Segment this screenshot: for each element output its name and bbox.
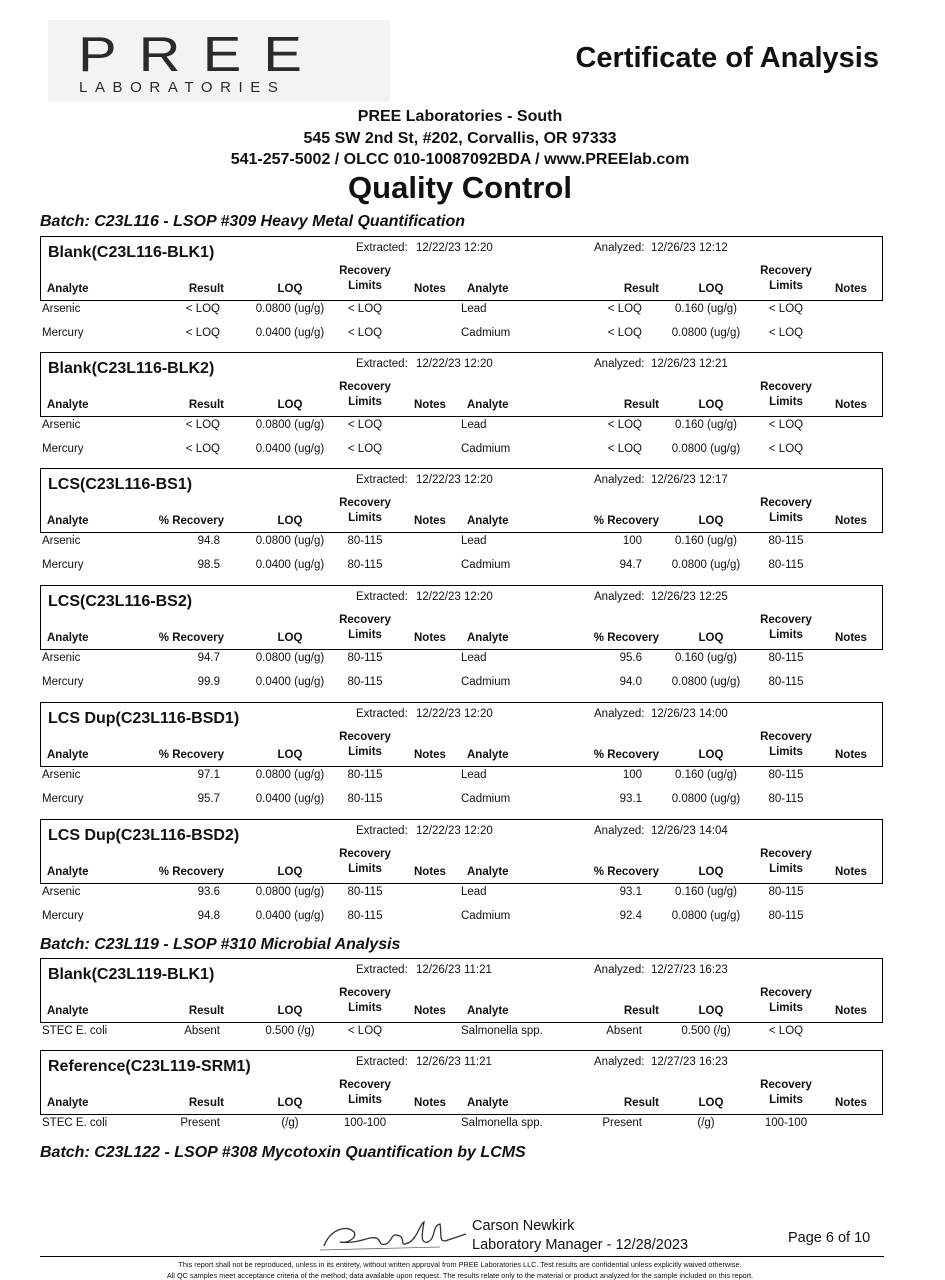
- cell-analyte-2: Cadmium: [461, 793, 511, 805]
- signatory-title: Laboratory Manager - 12/28/2023: [472, 1237, 689, 1253]
- cell-result-2: < LOQ: [607, 327, 642, 339]
- col-limits: Limits: [348, 863, 382, 875]
- qc-sample-title: LCS(C23L116-BS1): [48, 476, 193, 493]
- cell-analyte: Mercury: [42, 676, 84, 688]
- cell-analyte: Arsenic: [42, 303, 81, 315]
- col-analyte-2: Analyte: [467, 866, 509, 878]
- col-notes: Notes: [414, 866, 446, 878]
- col-analyte: Analyte: [47, 632, 89, 644]
- cell-analyte: Arsenic: [42, 419, 81, 431]
- cell-analyte: Arsenic: [42, 886, 81, 898]
- cell-analyte: STEC E. coli: [42, 1025, 108, 1037]
- extracted-datetime: 12/22/23 12:20: [416, 708, 493, 720]
- cell-result: 94.8: [197, 535, 220, 547]
- extracted-label: Extracted:: [356, 242, 408, 254]
- cell-result: 94.8: [197, 910, 220, 922]
- col-loq-2: LOQ: [698, 866, 724, 878]
- cell-result-2: 93.1: [619, 886, 642, 898]
- cell-result: 97.1: [197, 769, 220, 781]
- cell-loq: 0.0400 (ug/g): [255, 910, 325, 922]
- col-notes-2: Notes: [835, 749, 867, 761]
- col-recovery: Recovery: [339, 1079, 391, 1091]
- cell-analyte-2: Cadmium: [461, 443, 511, 455]
- cell-result-2: < LOQ: [607, 303, 642, 315]
- cell-limits-2: 80-115: [768, 652, 804, 664]
- col-notes-2: Notes: [835, 1097, 867, 1109]
- cell-loq: 0.0400 (ug/g): [255, 793, 325, 805]
- col-limits-2: Limits: [769, 1002, 803, 1014]
- cell-loq-2: 0.0800 (ug/g): [671, 910, 741, 922]
- extracted-datetime: 12/26/23 11:21: [416, 964, 492, 976]
- cell-loq: (/g): [281, 1117, 299, 1129]
- cell-limits-2: < LOQ: [768, 443, 804, 455]
- col-recovery-2: Recovery: [760, 614, 812, 626]
- cell-result: 94.7: [197, 652, 220, 664]
- col-result-2: % Recovery: [593, 515, 659, 527]
- qc-sample-title: Blank(C23L119-BLK1): [48, 966, 215, 983]
- cell-loq: 0.0400 (ug/g): [255, 676, 325, 688]
- col-limits: Limits: [348, 1002, 382, 1014]
- cell-loq-2: 0.160 (ug/g): [674, 535, 737, 547]
- analyzed-label: Analyzed:: [594, 1056, 645, 1068]
- extracted-label: Extracted:: [356, 591, 408, 603]
- cell-limits-2: 100-100: [764, 1117, 808, 1129]
- analyzed-label: Analyzed:: [594, 964, 645, 976]
- col-loq-2: LOQ: [698, 515, 724, 527]
- cell-result-2: < LOQ: [607, 443, 642, 455]
- cell-loq-2: 0.160 (ug/g): [674, 303, 737, 315]
- extracted-datetime: 12/22/23 12:20: [416, 825, 493, 837]
- footer-qc-note: All QC samples meet acceptance criteria of the method; data available upon request. The results relate only to the material or product analyzed for the sample included on this report.: [166, 1271, 754, 1280]
- col-recovery-2: Recovery: [760, 1079, 812, 1091]
- cell-loq-2: 0.160 (ug/g): [674, 419, 737, 431]
- col-limits: Limits: [348, 512, 382, 524]
- extracted-label: Extracted:: [356, 358, 408, 370]
- extracted-label: Extracted:: [356, 474, 408, 486]
- cell-limits-2: 80-115: [768, 910, 804, 922]
- analyzed-datetime: 12/27/23 16:23: [651, 1056, 728, 1068]
- cell-result-2: Absent: [606, 1025, 642, 1037]
- col-recovery: Recovery: [339, 987, 391, 999]
- cell-limits-2: < LOQ: [768, 327, 804, 339]
- col-limits: Limits: [348, 746, 382, 758]
- cell-analyte-2: Cadmium: [461, 559, 511, 571]
- cell-limits: 100-100: [343, 1117, 387, 1129]
- col-notes-2: Notes: [835, 283, 867, 295]
- cell-loq: 0.0400 (ug/g): [255, 443, 325, 455]
- cell-result: 93.6: [197, 886, 220, 898]
- qc-sample-title: LCS(C23L116-BS2): [48, 593, 193, 610]
- col-loq: LOQ: [277, 749, 303, 761]
- cell-limits-2: 80-115: [768, 793, 804, 805]
- col-recovery-2: Recovery: [760, 987, 812, 999]
- col-notes-2: Notes: [835, 866, 867, 878]
- cell-loq-2: 0.0800 (ug/g): [671, 793, 741, 805]
- lab-logo: PREE: [78, 26, 324, 83]
- cell-loq: 0.500 (/g): [265, 1025, 315, 1037]
- col-limits: Limits: [348, 280, 382, 292]
- cell-analyte-2: Lead: [461, 652, 487, 664]
- col-analyte: Analyte: [47, 866, 89, 878]
- cell-limits-2: 80-115: [768, 769, 804, 781]
- cell-limits-2: < LOQ: [768, 1025, 804, 1037]
- cell-loq-2: 0.0800 (ug/g): [671, 327, 741, 339]
- col-notes: Notes: [414, 1005, 446, 1017]
- document-title: Certificate of Analysis: [575, 42, 879, 74]
- col-recovery: Recovery: [339, 614, 391, 626]
- cell-limits: < LOQ: [347, 1025, 383, 1037]
- col-recovery-2: Recovery: [760, 265, 812, 277]
- col-notes: Notes: [414, 1097, 446, 1109]
- col-loq: LOQ: [277, 283, 303, 295]
- col-limits: Limits: [348, 629, 382, 641]
- cell-limits: < LOQ: [347, 327, 383, 339]
- col-result: % Recovery: [158, 749, 224, 761]
- cell-loq: 0.0800 (ug/g): [255, 652, 325, 664]
- col-loq-2: LOQ: [698, 749, 724, 761]
- cell-limits-2: 80-115: [768, 559, 804, 571]
- cell-analyte-2: Salmonella spp.: [461, 1025, 543, 1037]
- col-analyte: Analyte: [47, 515, 89, 527]
- analyzed-datetime: 12/26/23 14:04: [651, 825, 728, 837]
- cell-limits: 80-115: [347, 793, 383, 805]
- col-limits-2: Limits: [769, 512, 803, 524]
- extracted-label: Extracted:: [356, 825, 408, 837]
- batch-heading: Batch: C23L119 - LSOP #310 Microbial Analysis: [40, 936, 401, 953]
- batch-heading: Batch: C23L122 - LSOP #308 Mycotoxin Quantification by LCMS: [40, 1144, 526, 1161]
- col-limits: Limits: [348, 396, 382, 408]
- col-recovery-2: Recovery: [760, 381, 812, 393]
- col-notes-2: Notes: [835, 1005, 867, 1017]
- footer-disclaimer: This report shall not be reproduced, unless in its entirety, without written approval from PREE Laboratories LLC. Test results are confidential unless explicitly waived otherwise.: [178, 1260, 742, 1269]
- qc-sample-title: LCS Dup(C23L116-BSD2): [48, 827, 240, 844]
- col-notes: Notes: [414, 515, 446, 527]
- cell-analyte-2: Lead: [461, 419, 487, 431]
- cell-limits: 80-115: [347, 559, 383, 571]
- col-notes: Notes: [414, 632, 446, 644]
- cell-analyte: Mercury: [42, 793, 84, 805]
- cell-loq-2: 0.0800 (ug/g): [671, 443, 741, 455]
- cell-result-2: Present: [602, 1117, 642, 1129]
- cell-loq: 0.0800 (ug/g): [255, 886, 325, 898]
- extracted-datetime: 12/26/23 11:21: [416, 1056, 492, 1068]
- col-result: % Recovery: [158, 515, 224, 527]
- batch-heading: Batch: C23L116 - LSOP #309 Heavy Metal Quantification: [40, 213, 466, 230]
- col-limits: Limits: [348, 1094, 382, 1106]
- col-notes-2: Notes: [835, 515, 867, 527]
- col-recovery: Recovery: [339, 497, 391, 509]
- cell-limits: 80-115: [347, 652, 383, 664]
- cell-analyte: STEC E. coli: [42, 1117, 108, 1129]
- col-result: Result: [188, 283, 224, 295]
- analyzed-label: Analyzed:: [594, 708, 645, 720]
- col-analyte-2: Analyte: [467, 1097, 509, 1109]
- col-loq-2: LOQ: [698, 1005, 724, 1017]
- extracted-label: Extracted:: [356, 964, 408, 976]
- col-analyte: Analyte: [47, 1005, 89, 1017]
- extracted-datetime: 12/22/23 12:20: [416, 591, 493, 603]
- col-analyte-2: Analyte: [467, 632, 509, 644]
- cell-result-2: 100: [622, 535, 642, 547]
- col-notes: Notes: [414, 749, 446, 761]
- cell-analyte: Arsenic: [42, 652, 81, 664]
- analyzed-datetime: 12/27/23 16:23: [651, 964, 728, 976]
- col-loq-2: LOQ: [698, 1097, 724, 1109]
- analyzed-label: Analyzed:: [594, 242, 645, 254]
- analyzed-datetime: 12/26/23 12:12: [651, 242, 728, 254]
- col-result-2: % Recovery: [593, 749, 659, 761]
- col-analyte-2: Analyte: [467, 749, 509, 761]
- cell-analyte-2: Cadmium: [461, 327, 511, 339]
- col-result-2: Result: [623, 1097, 659, 1109]
- col-analyte: Analyte: [47, 1097, 89, 1109]
- col-result: Result: [188, 399, 224, 411]
- cell-loq-2: 0.160 (ug/g): [674, 769, 737, 781]
- col-recovery: Recovery: [339, 265, 391, 277]
- cell-result: 99.9: [197, 676, 220, 688]
- extracted-datetime: 12/22/23 12:20: [416, 474, 493, 486]
- col-result: Result: [188, 1097, 224, 1109]
- col-result: % Recovery: [158, 632, 224, 644]
- cell-loq: 0.0800 (ug/g): [255, 769, 325, 781]
- cell-result-2: 94.7: [619, 559, 642, 571]
- col-result-2: Result: [623, 399, 659, 411]
- extracted-datetime: 12/22/23 12:20: [416, 358, 493, 370]
- cell-loq: 0.0800 (ug/g): [255, 419, 325, 431]
- col-limits-2: Limits: [769, 1094, 803, 1106]
- col-loq: LOQ: [277, 866, 303, 878]
- cell-loq-2: 0.160 (ug/g): [674, 886, 737, 898]
- cell-analyte: Arsenic: [42, 535, 81, 547]
- analyzed-label: Analyzed:: [594, 474, 645, 486]
- col-result-2: % Recovery: [593, 632, 659, 644]
- col-recovery-2: Recovery: [760, 848, 812, 860]
- col-notes-2: Notes: [835, 399, 867, 411]
- cell-result: < LOQ: [185, 443, 220, 455]
- col-result-2: % Recovery: [593, 866, 659, 878]
- col-loq: LOQ: [277, 399, 303, 411]
- cell-limits: < LOQ: [347, 303, 383, 315]
- col-limits-2: Limits: [769, 746, 803, 758]
- analyzed-datetime: 12/26/23 12:21: [651, 358, 728, 370]
- cell-result-2: 92.4: [619, 910, 642, 922]
- footer-divider: [40, 1256, 884, 1257]
- col-result: Result: [188, 1005, 224, 1017]
- cell-analyte-2: Lead: [461, 535, 487, 547]
- col-result-2: Result: [623, 283, 659, 295]
- analyzed-datetime: 12/26/23 12:25: [651, 591, 728, 603]
- cell-limits: 80-115: [347, 769, 383, 781]
- cell-loq-2: (/g): [697, 1117, 715, 1129]
- col-notes: Notes: [414, 399, 446, 411]
- analyzed-datetime: 12/26/23 12:17: [651, 474, 728, 486]
- cell-limits-2: 80-115: [768, 676, 804, 688]
- cell-loq-2: 0.0800 (ug/g): [671, 559, 741, 571]
- col-limits-2: Limits: [769, 396, 803, 408]
- cell-result: < LOQ: [185, 327, 220, 339]
- analyzed-datetime: 12/26/23 14:00: [651, 708, 728, 720]
- cell-result: < LOQ: [185, 303, 220, 315]
- cell-result-2: < LOQ: [607, 419, 642, 431]
- col-analyte: Analyte: [47, 399, 89, 411]
- page-number: Page 6 of 10: [788, 1230, 871, 1246]
- lab-address: 545 SW 2nd St, #202, Corvallis, OR 97333: [303, 130, 617, 147]
- cell-limits: < LOQ: [347, 443, 383, 455]
- col-notes-2: Notes: [835, 632, 867, 644]
- col-notes: Notes: [414, 283, 446, 295]
- col-result: % Recovery: [158, 866, 224, 878]
- col-analyte-2: Analyte: [467, 283, 509, 295]
- qc-sample-title: LCS Dup(C23L116-BSD1): [48, 710, 240, 727]
- col-loq: LOQ: [277, 1005, 303, 1017]
- cell-loq-2: 0.0800 (ug/g): [671, 676, 741, 688]
- cell-loq-2: 0.160 (ug/g): [674, 652, 737, 664]
- cell-loq: 0.0800 (ug/g): [255, 535, 325, 547]
- col-recovery: Recovery: [339, 731, 391, 743]
- cell-limits: 80-115: [347, 535, 383, 547]
- cell-loq: 0.0400 (ug/g): [255, 327, 325, 339]
- col-recovery-2: Recovery: [760, 731, 812, 743]
- extracted-label: Extracted:: [356, 708, 408, 720]
- qc-sample-title: Blank(C23L116-BLK2): [48, 360, 215, 377]
- col-analyte-2: Analyte: [467, 515, 509, 527]
- col-loq: LOQ: [277, 632, 303, 644]
- lab-contact: 541-257-5002 / OLCC 010-10087092BDA / www.PREElab.com: [230, 151, 690, 168]
- signatory: [472, 1217, 688, 1255]
- signature-image: [320, 1214, 470, 1254]
- qc-sample-title: Reference(C23L119-SRM1): [48, 1058, 251, 1075]
- extracted-datetime: 12/22/23 12:20: [416, 242, 493, 254]
- col-loq: LOQ: [277, 1097, 303, 1109]
- col-loq: LOQ: [277, 515, 303, 527]
- cell-analyte-2: Cadmium: [461, 910, 511, 922]
- lab-name: PREE Laboratories - South: [357, 108, 563, 125]
- col-limits-2: Limits: [769, 863, 803, 875]
- col-result-2: Result: [623, 1005, 659, 1017]
- cell-limits: 80-115: [347, 676, 383, 688]
- extracted-label: Extracted:: [356, 1056, 408, 1068]
- cell-loq: 0.0400 (ug/g): [255, 559, 325, 571]
- cell-analyte-2: Lead: [461, 303, 487, 315]
- col-analyte-2: Analyte: [467, 1005, 509, 1017]
- col-loq-2: LOQ: [698, 283, 724, 295]
- signatory-name: Carson Newkirk: [472, 1218, 575, 1234]
- analyzed-label: Analyzed:: [594, 358, 645, 370]
- col-recovery: Recovery: [339, 381, 391, 393]
- cell-analyte: Mercury: [42, 327, 84, 339]
- col-limits-2: Limits: [769, 280, 803, 292]
- cell-limits: < LOQ: [347, 419, 383, 431]
- cell-analyte: Mercury: [42, 443, 84, 455]
- cell-analyte: Mercury: [42, 559, 84, 571]
- cell-analyte: Arsenic: [42, 769, 81, 781]
- cell-limits-2: < LOQ: [768, 419, 804, 431]
- cell-result: 95.7: [197, 793, 220, 805]
- cell-result-2: 100: [622, 769, 642, 781]
- cell-limits: 80-115: [347, 910, 383, 922]
- col-loq-2: LOQ: [698, 399, 724, 411]
- col-loq-2: LOQ: [698, 632, 724, 644]
- cell-result: Present: [180, 1117, 220, 1129]
- col-analyte: Analyte: [47, 283, 89, 295]
- cell-limits-2: 80-115: [768, 535, 804, 547]
- cell-limits-2: 80-115: [768, 886, 804, 898]
- col-limits-2: Limits: [769, 629, 803, 641]
- col-analyte: Analyte: [47, 749, 89, 761]
- cell-result-2: 93.1: [619, 793, 642, 805]
- cell-analyte: Mercury: [42, 910, 84, 922]
- section-title: Quality Control: [348, 170, 572, 205]
- col-recovery: Recovery: [339, 848, 391, 860]
- cell-loq: 0.0800 (ug/g): [255, 303, 325, 315]
- lab-logo-subtitle: LABORATORIES: [79, 79, 286, 96]
- cell-analyte-2: Salmonella spp.: [461, 1117, 543, 1129]
- cell-limits-2: < LOQ: [768, 303, 804, 315]
- cell-analyte-2: Lead: [461, 769, 487, 781]
- cell-result: 98.5: [197, 559, 220, 571]
- cell-result-2: 94.0: [619, 676, 642, 688]
- cell-result: Absent: [184, 1025, 220, 1037]
- col-analyte-2: Analyte: [467, 399, 509, 411]
- cell-result: < LOQ: [185, 419, 220, 431]
- cell-analyte-2: Cadmium: [461, 676, 511, 688]
- cell-limits: 80-115: [347, 886, 383, 898]
- cell-result-2: 95.6: [619, 652, 642, 664]
- col-recovery-2: Recovery: [760, 497, 812, 509]
- cell-loq-2: 0.500 (/g): [681, 1025, 731, 1037]
- analyzed-label: Analyzed:: [594, 591, 645, 603]
- analyzed-label: Analyzed:: [594, 825, 645, 837]
- cell-analyte-2: Lead: [461, 886, 487, 898]
- qc-sample-title: Blank(C23L116-BLK1): [48, 244, 215, 261]
